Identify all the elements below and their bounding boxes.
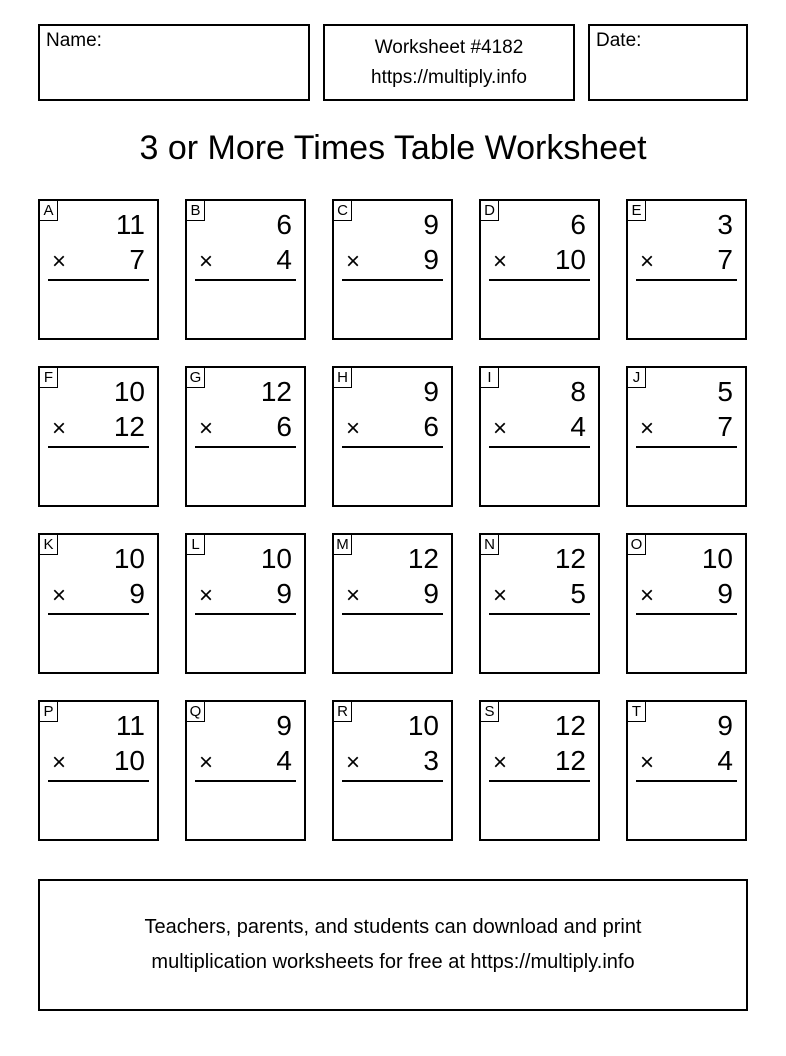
problem-card-o [626,533,747,674]
problem-letter: P [40,702,58,722]
problem-letter: M [334,535,352,555]
multiplier: 12 [554,745,586,776]
problem-letter: G [187,368,205,388]
multiplicand: 9 [423,376,439,407]
problem-letter: E [628,201,646,221]
date-box [588,24,748,101]
multiplicand: 10 [260,543,292,574]
date-label: Date: [596,30,642,51]
multiplicand: 9 [423,209,439,240]
problem-card-a [38,199,159,340]
problem-card-t [626,700,747,841]
problem-letter: L [187,535,205,555]
problem-card-q [185,700,306,841]
multiply-sign: × [199,749,214,776]
answer-line [342,780,443,782]
multiplicand: 6 [276,209,292,240]
multiplicand: 9 [276,710,292,741]
multiplier: 3 [423,745,439,776]
problem-card-b [185,199,306,340]
problem-letter: A [40,201,58,221]
problem-card-d [479,199,600,340]
multiply-sign: × [199,248,214,275]
multiply-sign: × [52,582,67,609]
multiply-sign: × [493,415,508,442]
multiplier: 12 [113,411,145,442]
multiply-sign: × [52,415,67,442]
multiplier: 10 [113,745,145,776]
multiplier: 5 [570,578,586,609]
answer-line [342,446,443,448]
problem-letter: O [628,535,646,555]
answer-line [48,613,149,615]
problem-card-c [332,199,453,340]
multiplicand: 12 [260,376,292,407]
multiplicand: 11 [115,710,145,741]
problem-letter: B [187,201,205,221]
multiply-sign: × [346,248,361,275]
multiplier: 9 [717,578,733,609]
answer-line [489,279,590,281]
multiplicand: 5 [717,376,733,407]
answer-line [195,446,296,448]
multiplier: 4 [570,411,586,442]
multiply-sign: × [493,749,508,776]
answer-line [195,613,296,615]
answer-line [489,446,590,448]
footer-line-2: multiplication worksheets for free at https://multiply.info [151,951,635,973]
problem-card-n [479,533,600,674]
multiply-sign: × [640,582,655,609]
multiplier: 9 [423,244,439,275]
multiplicand: 11 [115,209,145,240]
name-label: Name: [46,30,102,51]
multiplier: 7 [717,411,733,442]
multiplicand: 12 [407,543,439,574]
worksheet-number: Worksheet #4182 [374,36,524,58]
multiplier: 4 [276,244,292,275]
problem-letter: N [481,535,499,555]
problem-card-s [479,700,600,841]
problem-letter: K [40,535,58,555]
answer-line [636,446,737,448]
problem-card-r [332,700,453,841]
problem-letter: J [628,368,646,388]
multiply-sign: × [52,248,67,275]
multiplier: 6 [423,411,439,442]
problem-letter: D [481,201,499,221]
problem-letter: F [40,368,58,388]
problem-letter: C [334,201,352,221]
name-box [38,24,310,101]
multiplier: 7 [129,244,145,275]
answer-line [342,613,443,615]
problem-card-h [332,366,453,507]
multiply-sign: × [199,415,214,442]
problem-letter: S [481,702,499,722]
multiply-sign: × [640,415,655,442]
problem-letter: I [481,368,499,388]
multiplier: 4 [276,745,292,776]
answer-line [489,780,590,782]
multiply-sign: × [346,415,361,442]
worksheet-url: https://multiply.info [371,66,527,88]
multiplier: 4 [717,745,733,776]
problem-card-k [38,533,159,674]
multiplier: 6 [276,411,292,442]
multiply-sign: × [493,582,508,609]
multiply-sign: × [52,749,67,776]
answer-line [489,613,590,615]
problem-letter: H [334,368,352,388]
answer-line [48,446,149,448]
footer-box [38,879,748,1011]
problem-card-i [479,366,600,507]
problem-letter: Q [187,702,205,722]
multiplicand: 12 [554,710,586,741]
problem-letter: R [334,702,352,722]
answer-line [195,780,296,782]
page-title: 3 or More Times Table Worksheet [139,129,647,167]
answer-line [48,279,149,281]
problem-card-p [38,700,159,841]
problem-card-e [626,199,747,340]
answer-line [195,279,296,281]
multiplicand: 10 [113,543,145,574]
problem-card-g [185,366,306,507]
multiplier: 9 [276,578,292,609]
multiply-sign: × [493,248,508,275]
multiplicand: 3 [717,209,733,240]
multiplier: 10 [554,244,586,275]
multiply-sign: × [346,749,361,776]
multiply-sign: × [346,582,361,609]
answer-line [342,279,443,281]
answer-line [636,613,737,615]
multiplicand: 10 [113,376,145,407]
multiplicand: 12 [554,543,586,574]
worksheet-info-box [323,24,575,101]
multiplier: 7 [717,244,733,275]
multiplicand: 8 [570,376,586,407]
problem-card-m [332,533,453,674]
answer-line [636,780,737,782]
problem-letter: T [628,702,646,722]
footer-line-1: Teachers, parents, and students can download and print [144,916,642,938]
multiplier: 9 [423,578,439,609]
problem-card-j [626,366,747,507]
problem-card-l [185,533,306,674]
answer-line [48,780,149,782]
multiplicand: 6 [570,209,586,240]
multiply-sign: × [640,749,655,776]
multiplicand: 10 [407,710,439,741]
multiplicand: 10 [701,543,733,574]
answer-line [636,279,737,281]
multiply-sign: × [640,248,655,275]
problem-card-f [38,366,159,507]
multiplicand: 9 [717,710,733,741]
multiplier: 9 [129,578,145,609]
multiply-sign: × [199,582,214,609]
